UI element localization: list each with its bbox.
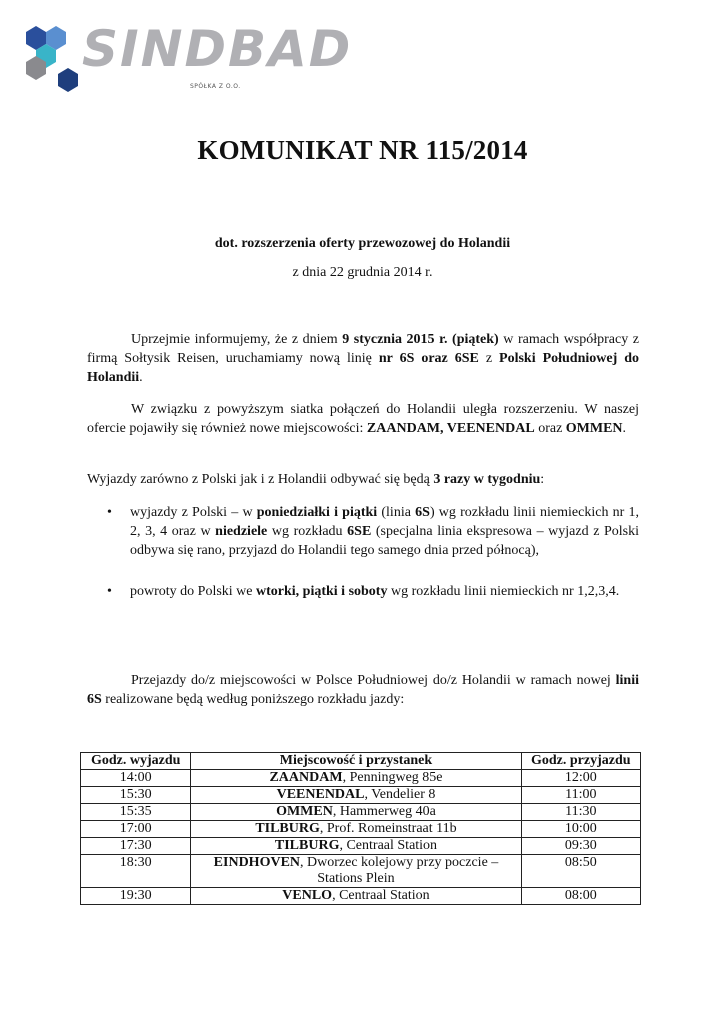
cell-arrival: 11:30 [521,804,640,821]
cell-stop [191,838,521,855]
text: . [139,370,143,385]
text-bold: Polski Południowej do Holandii [87,351,640,385]
cell-departure: 14:00 [81,770,191,787]
text-bold: linii 6S [87,673,639,707]
logo-wordmark: SINDBAD [82,20,353,78]
text: . [622,421,627,436]
table-row [81,838,641,855]
text: w ramach współpracy z firmą Sołtysik Reisen, uruchamiamy nową linię [87,332,639,366]
date-line: z dnia 22 grudnia 2014 r. [292,265,433,280]
paragraph-intro [87,330,639,387]
text: : [540,472,545,487]
table-row [81,855,641,888]
text: (linia [377,505,416,520]
text: (specjalna linia ekspresowa – wyjazd z Polski odbywa się rano, przyjazd do Holandii tego samego dnia przed północą), [130,524,640,558]
cell-departure: 19:30 [81,888,191,905]
city-name: TILBURG [274,838,340,853]
text-bold: 6SE [347,524,372,539]
cell-stop [191,804,521,821]
cell-departure: 17:00 [81,821,191,838]
bullet-icon: • [107,505,112,520]
text-bold: nr 6S oraz 6SE [378,351,479,366]
text: Przejazdy do/z miejscowości w Polsce Południowej do/z Holandii w ramach nowej [131,673,616,688]
cell-stop [191,855,521,888]
header-departure: Godz. wyjazdu [81,753,191,770]
table-header-row [81,753,641,770]
table-row [81,770,641,787]
cell-stop [191,787,521,804]
cell-arrival: 08:00 [521,888,640,905]
stop-name: , Centraal Station [339,838,438,853]
subject-line: dot. rozszerzenia oferty przewozowej do Holandii [214,236,511,251]
cell-stop [191,770,521,787]
table-row [81,787,641,804]
text-bold: 9 stycznia 2015 r. (piątek) [342,332,499,347]
table-row [81,821,641,838]
text: wg rozkładu linii niemieckich nr 1,2,3,4. [387,584,620,599]
header-stop: Miejscowość i przystanek [191,753,521,770]
text: oraz [534,421,566,436]
stop-name: , Vendelier 8 [364,787,436,802]
paragraph-schedule-intro [87,671,639,709]
cell-stop [191,821,521,838]
text: Uprzejmie informujemy, że z dniem [131,332,343,347]
text: W związku z powyższym siatka połączeń do Holandii uległa rozszerzeniu. W naszej ofercie pojawiły się również nowe miejscowości: [87,402,639,436]
paragraph-network [87,400,639,438]
cell-departure: 18:30 [81,855,191,888]
cell-stop [191,888,521,905]
text: ) wg rozkładu linii niemieckich nr 1, 2, 3, 4 oraz w [130,505,640,539]
page-title: KOMUNIKAT NR 115/2014 [197,135,528,165]
city-name: EINDHOVEN [213,855,301,870]
bullet-icon: • [107,584,112,599]
logo-hex-5 [58,68,78,92]
table-row [81,804,641,821]
text-bold: 6S [415,505,430,520]
text-bold: ZAANDAM, VEENENDAL [366,421,535,436]
text-bold: poniedziałki i piątki [256,505,378,520]
paragraph-frequency [87,470,639,489]
cell-departure: 17:30 [81,838,191,855]
cell-arrival: 09:30 [521,838,640,855]
stop-name: , Prof. Romeinstraat 11b [319,821,457,836]
text: powroty do Polski we [130,584,256,599]
city-name: VENLO [282,888,333,903]
stop-name: , Dworzec kolejowy przy poczcie – Stations Plein [300,855,499,886]
city-name: TILBURG [255,821,320,836]
text-bold: 3 razy w tygodniu [433,472,541,487]
cell-departure: 15:30 [81,787,191,804]
city-name: ZAANDAM [269,770,343,785]
list-item-departures [107,503,640,560]
text: Wyjazdy zarówno z Polski jak i z Holandii odbywać się będą [87,472,434,487]
cell-arrival: 12:00 [521,770,640,787]
text: wg rozkładu [267,524,348,539]
city-name: OMMEN [276,804,333,819]
text-bold: wtorki, piątki i soboty [256,584,388,599]
list-item-returns [107,582,639,601]
text: z [478,351,500,366]
cell-arrival: 10:00 [521,821,640,838]
text-bold: niedziele [215,524,268,539]
table-row [81,888,641,905]
schedule-table [80,752,641,905]
header-arrival: Godz. przyjazdu [521,753,640,770]
logo-subtitle: SPÓŁKA Z O.O. [190,83,241,90]
cell-arrival: 08:50 [521,855,640,888]
stop-name: , Hammerweg 40a [332,804,436,819]
text: realizowane będą według poniższego rozkładu jazdy: [101,692,405,707]
text: wyjazdy z Polski – w [130,505,257,520]
cell-arrival: 11:00 [521,787,640,804]
stop-name: , Penningweg 85e [342,770,443,785]
text-bold: OMMEN [565,421,623,436]
cell-departure: 15:35 [81,804,191,821]
city-name: VEENENDAL [276,787,365,802]
company-logo [12,10,353,100]
stop-name: , Centraal Station [332,888,430,903]
